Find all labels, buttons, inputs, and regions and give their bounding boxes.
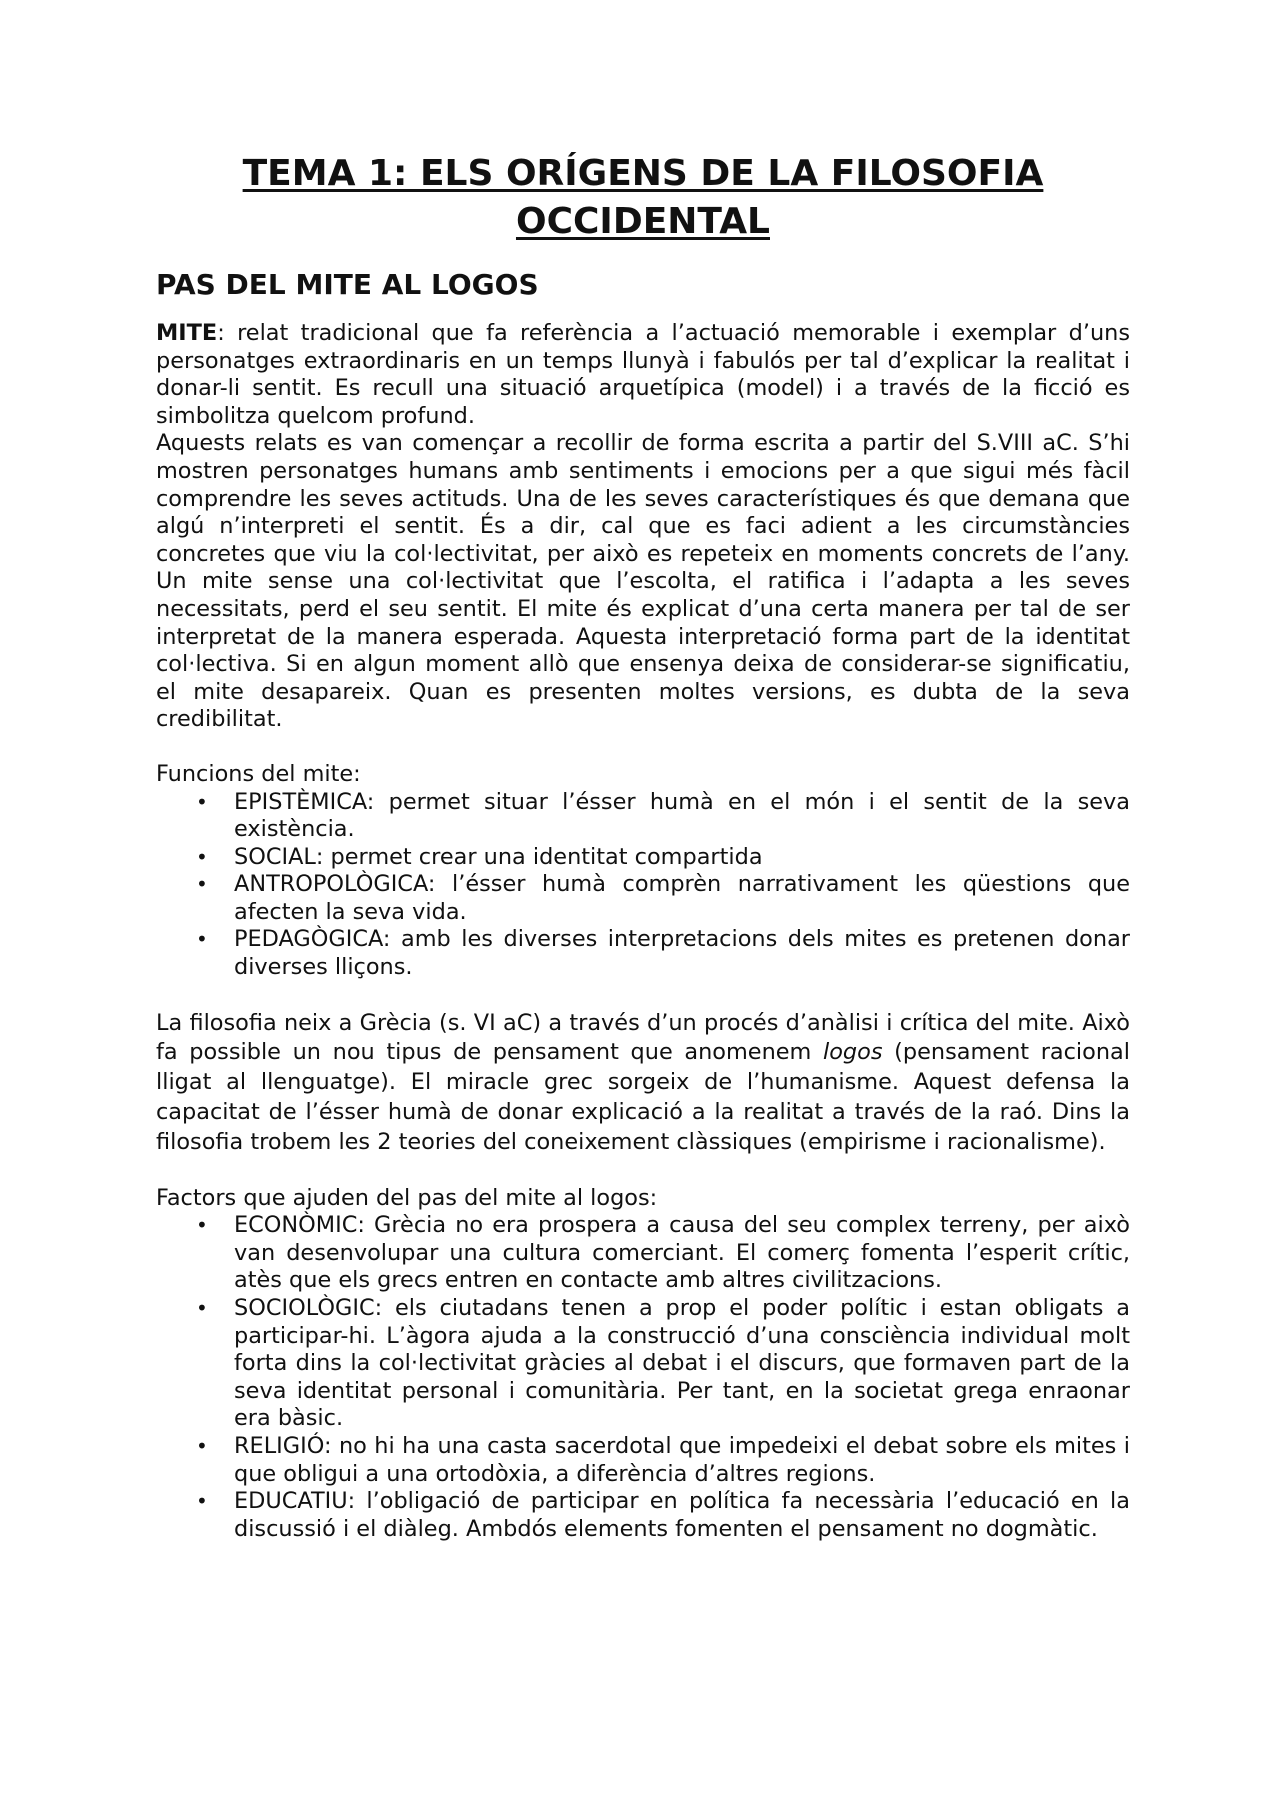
funcions-list <box>156 789 1130 982</box>
factors-intro: Factors que ajuden del pas del mite al logos: <box>156 1184 658 1211</box>
mite-definition-paragraph <box>156 320 1130 430</box>
list-item-text: ANTROPOLÒGICA: l’ésser humà comprèn narrativament les qüestions que afecten la seva vida. <box>234 871 1130 925</box>
bullet-icon: • <box>196 1489 208 1514</box>
filosofia-text-after: (pensament racional lligat al llenguatge). El miracle grec sorgeix de l’humanisme. Aquest defensa la capacitat de l’ésser humà de donar explicació a la realitat a través de la raó. Dins la filosofia trobem les 2 teories del coneixement clàssiques (empirisme i racionalisme). <box>156 1039 1130 1155</box>
spacer <box>156 734 1130 761</box>
bullet-icon: • <box>196 927 208 952</box>
bullet-icon: • <box>196 1213 208 1238</box>
filosofia-paragraph <box>156 1009 1130 1158</box>
list-item <box>156 926 1130 981</box>
list-item <box>156 1295 1130 1433</box>
section-heading: PAS DEL MITE AL LOGOS <box>156 268 539 301</box>
page-title-line-2: OCCIDENTAL <box>515 201 770 242</box>
list-item-text: EPISTÈMICA: permet situar l’ésser humà en el món i el sentit de la seva existència. <box>234 788 1130 843</box>
page-title <box>156 150 1130 246</box>
logos-term: logos <box>823 1039 883 1066</box>
spacer <box>156 982 1130 1009</box>
bullet-icon: • <box>196 1433 208 1458</box>
document-page <box>156 150 1130 1543</box>
list-item <box>156 1433 1130 1488</box>
filosofia-block <box>156 1009 1130 1158</box>
list-item <box>156 844 1130 872</box>
mite-term: MITE <box>156 320 218 346</box>
list-item-text: PEDAGÒGICA: amb les diverses interpretacions dels mites es pretenen donar diverses lliçons. <box>234 926 1130 981</box>
page-title-line-1: TEMA 1: ELS ORÍGENS DE LA FILOSOFIA <box>242 153 1044 194</box>
filosofia-text-before: La filosofia neix a Grècia (s. VI aC) a través d’un procés d’anàlisi i crítica del mite. Això fa possible un nou tipus de pensament que anomenem <box>156 1009 1130 1066</box>
list-item <box>156 1488 1130 1543</box>
bullet-icon: • <box>196 789 208 814</box>
factors-list <box>156 1212 1130 1543</box>
bullet-icon: • <box>196 844 208 869</box>
list-item-text: RELIGIÓ: no hi ha una casta sacerdotal que impedeixi el debat sobre els mites i que obligui a una ortodòxia, a diferència d’altres regions. <box>234 1432 1130 1487</box>
spacer <box>156 1158 1130 1185</box>
list-item <box>156 871 1130 926</box>
bullet-icon: • <box>196 1296 208 1321</box>
relats-paragraph: Aquests relats es van començar a recollir de forma escrita a partir del S.VIII aC. S’hi mostren personatges humans amb sentiments i emocions per a que sigui més fàcil comprendre les seves actituds. Una de les seves característiques és que demana que algú n’interpreti el sentit. És a dir, cal que es faci adient a les circumstàncies concretes que viu la col·lectivitat, per això es repeteix en moments concrets de l’any. Un mite sense una col·lectivitat que l’escolta, el ratifica i l’adapta a les seves necessitats, perd el seu sentit. El mite és explicat d’una certa manera per tal de ser interpretat de la manera esperada. Aquesta interpretació forma part de la identitat col·lectiva. Si en algun moment allò que ensenya deixa de considerar-se significatiu, el mite desapareix. Quan es presenten moltes versions, es dubta de la seva credibilitat. <box>156 430 1130 733</box>
list-item <box>156 1212 1130 1295</box>
list-item-text: SOCIAL: permet crear una identitat compartida <box>234 843 763 870</box>
list-item-text: EDUCATIU: l’obligació de participar en política fa necessària l’educació en la discussió i el diàleg. Ambdós elements fomenten el pensament no dogmàtic. <box>234 1488 1130 1542</box>
list-item <box>156 789 1130 844</box>
funcions-intro: Funcions del mite: <box>156 760 361 787</box>
bullet-icon: • <box>196 872 208 897</box>
list-item-text: ECONÒMIC: Grècia no era prospera a causa del seu complex terreny, per això van desenvolupar una cultura comerciant. El comerç fomenta l’esperit crític, atès que els grecs entren en contacte amb altres civilitzacions. <box>234 1212 1130 1294</box>
mite-definition-text: : relat tradicional que fa referència a l’actuació memorable i exemplar d’uns personatges extraordinaris en un temps llunyà i fabulós per tal d’explicar la realitat i donar-li sentit. Es recull una situació arquetípica (model) i a través de la ficció es simbolitza quelcom profund. <box>156 320 1130 429</box>
list-item-text: SOCIOLÒGIC: els ciutadans tenen a prop el poder polític i estan obligats a participar-hi. L’àgora ajuda a la construcció d’una consciència individual molt forta dins la col·lectivitat gràcies al debat i el discurs, que formaven part de la seva identitat personal i comunitària. Per tant, en la societat grega enraonar era bàsic. <box>234 1295 1130 1432</box>
